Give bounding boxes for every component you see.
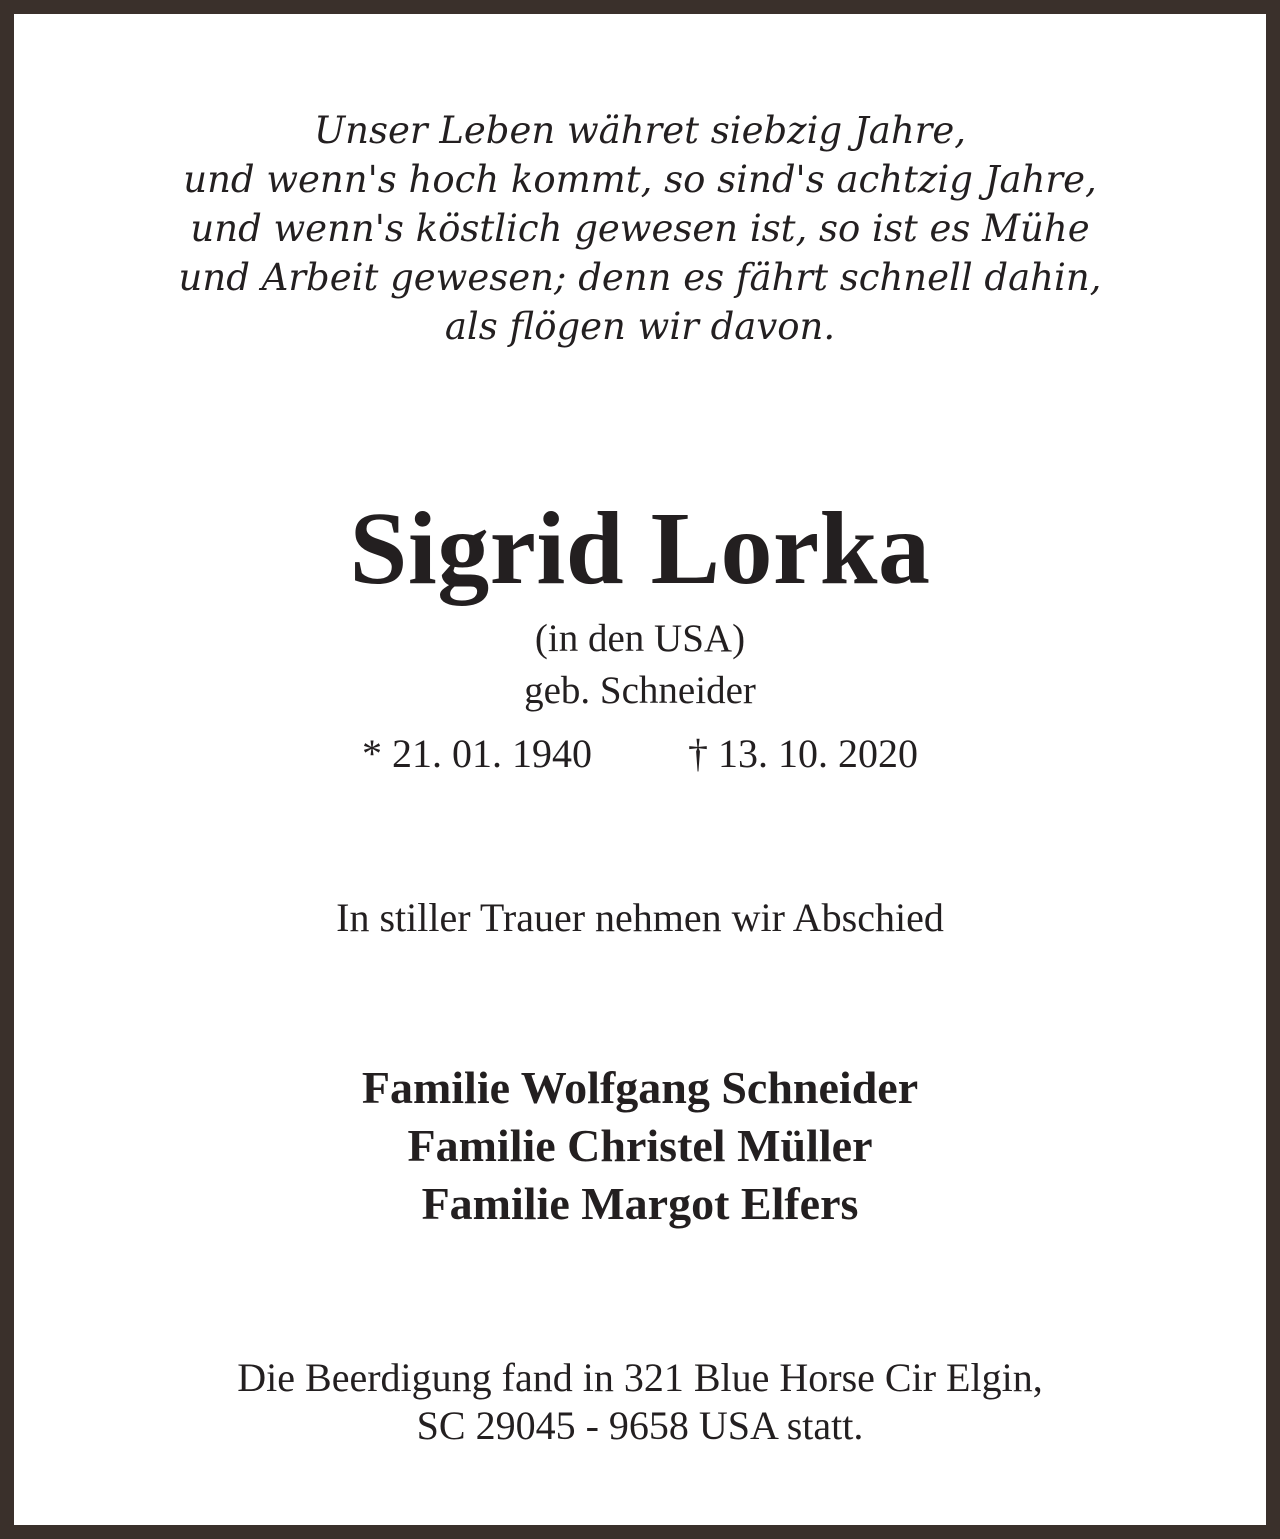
mourner-family: Familie Margot Elfers [421,1178,859,1229]
mourners-list [14,1059,1266,1233]
burial-line: Die Beerdigung fand in 321 Blue Horse Cir Elgin, [237,1355,1043,1400]
mourner-family: Familie Christel Müller [407,1120,873,1171]
location-note: (in den USA) [534,617,746,660]
verse-line: als flögen wir davon. [444,305,836,348]
verse-line: und wenn's hoch kommt, so sind's achtzig Jahre, [183,158,1097,201]
verse-line: und wenn's köstlich gewesen ist, so ist es Mühe [190,207,1090,250]
verse-line: und Arbeit gewesen; denn es fährt schnell dahin, [178,256,1102,299]
death-date: † 13. 10. 2020 [688,731,918,776]
verse-line: Unser Leben währet siebzig Jahre, [314,109,966,152]
life-dates [14,728,1266,780]
verse-quote [14,106,1266,351]
birth-date: * 21. 01. 1940 [362,731,592,776]
mourning-line: In stiller Trauer nehmen wir Abschied [336,895,944,940]
burial-info [14,1354,1266,1450]
birth-name: geb. Schneider [524,669,756,712]
deceased-name: Sigrid Lorka [349,491,931,606]
mourner-family: Familie Wolfgang Schneider [361,1062,919,1113]
burial-line: SC 29045 - 9658 USA statt. [416,1403,864,1448]
